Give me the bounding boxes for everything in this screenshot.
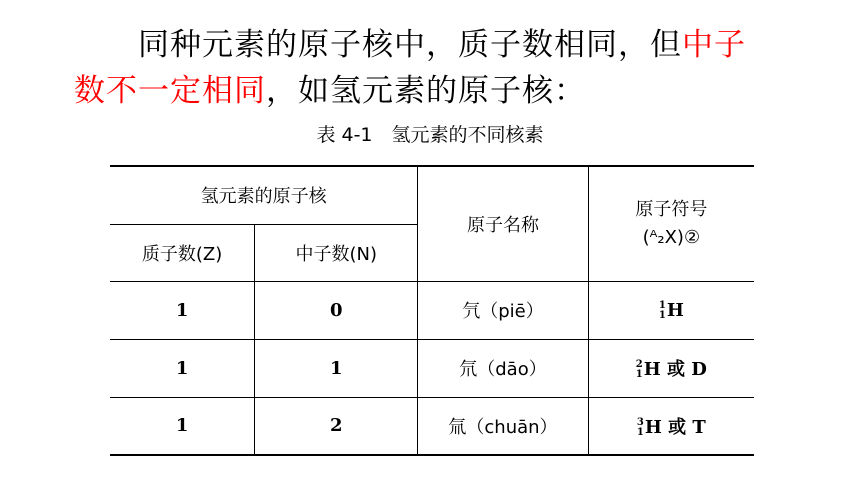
table-row [110, 339, 754, 397]
group-header: 氢元素的原子核 [110, 166, 418, 224]
element-symbol: H [666, 299, 684, 321]
alt-symbol: 或 D [660, 359, 707, 380]
table-caption: 表 4-1 氢元素的不同核素 [316, 124, 544, 146]
hydrogen-isotopes-table [110, 165, 754, 456]
atomic-number: 1 [636, 426, 644, 438]
element-symbol: H [643, 359, 661, 380]
element-symbol: H [644, 416, 662, 438]
col-neutron-header: 中子数(N) [255, 224, 418, 281]
intro-text-2: ，如氢元素的原子核： [266, 73, 586, 109]
intro-highlight-2: 数不一定相同 [74, 73, 266, 109]
table-row [110, 397, 754, 455]
name-cell: 氕（piē） [418, 281, 588, 339]
alt-symbol: 或 T [661, 416, 706, 438]
intro-highlight-1: 中子 [682, 27, 746, 63]
mass-number: 3 [636, 416, 644, 428]
symbol-header-line1: 原子符号 [635, 198, 708, 220]
intro-text-1: 同种元素的原子核中，质子数相同，但 [138, 27, 682, 63]
neutron-cell: 0 [255, 281, 418, 339]
symbol-cell [588, 281, 754, 339]
atomic-number: 1 [635, 369, 643, 380]
col-name-header: 原子名称 [418, 166, 588, 281]
neutron-cell: 1 [255, 339, 418, 397]
proton-cell: 1 [110, 281, 255, 339]
col-proton-header: 质子数(Z) [110, 224, 255, 281]
name-cell: 氚（chuān） [418, 397, 588, 455]
intro-paragraph [74, 22, 844, 114]
mass-number: 2 [635, 359, 643, 370]
neutron-cell: 2 [255, 397, 418, 455]
proton-cell: 1 [110, 339, 255, 397]
name-cell: 氘（dāo） [418, 339, 588, 397]
symbol-header-line2: (ᴬ₂X)② [642, 226, 701, 248]
table-row [110, 281, 754, 339]
symbol-cell [588, 397, 754, 455]
atomic-number: 1 [658, 309, 666, 321]
proton-cell: 1 [110, 397, 255, 455]
symbol-cell [588, 339, 754, 397]
mass-number: 1 [658, 299, 666, 311]
col-symbol-header [588, 166, 754, 281]
